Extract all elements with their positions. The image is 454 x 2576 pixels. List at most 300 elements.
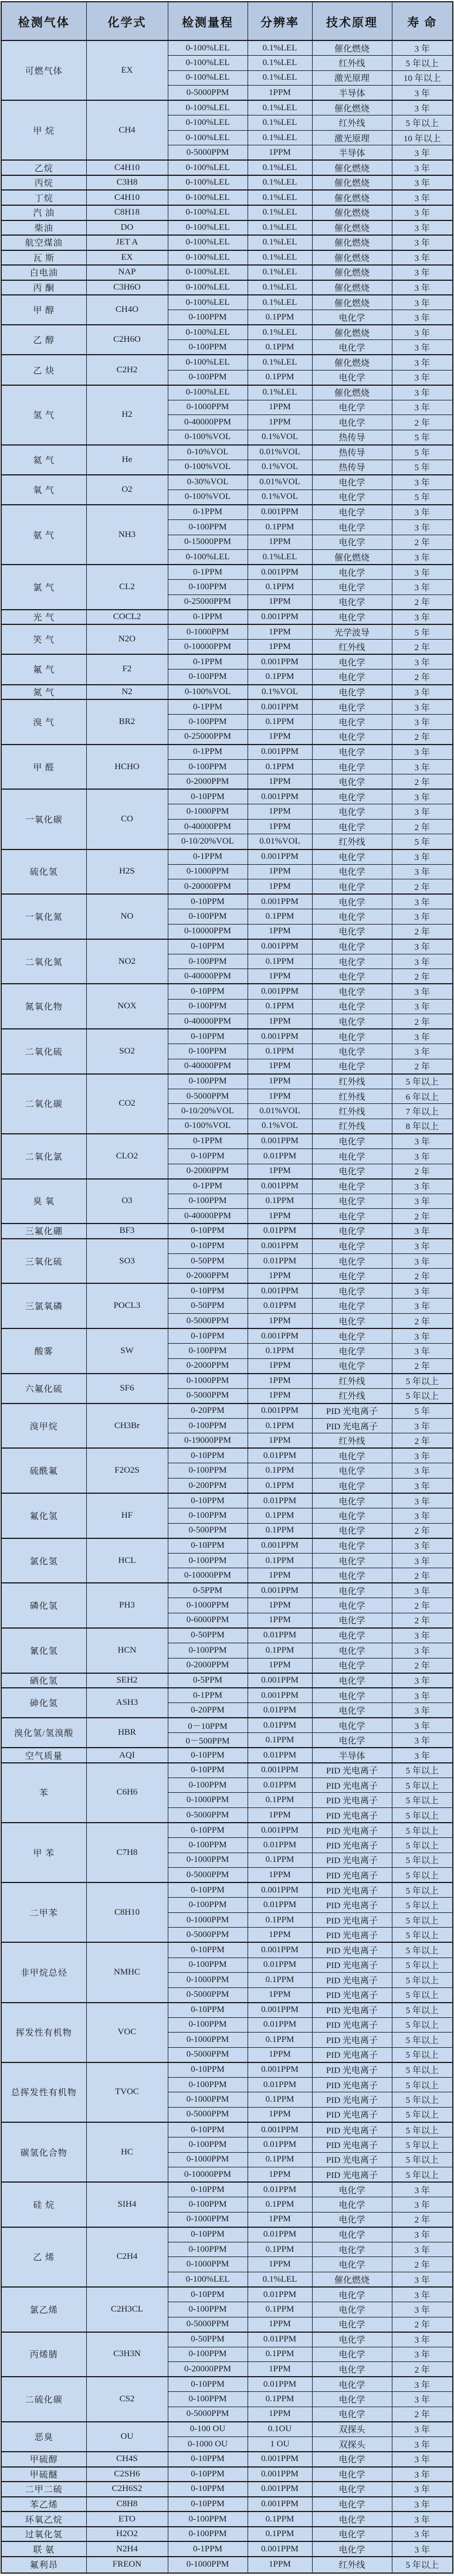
technical-principle-cell: 电化学 bbox=[312, 2392, 392, 2407]
lifespan-cell: 3 年 bbox=[392, 310, 453, 325]
detection-range-cell: 0-100%VOL bbox=[168, 460, 248, 475]
detection-range-cell: 0-1PPM bbox=[168, 2541, 248, 2557]
lifespan-cell: 3 年 bbox=[392, 235, 453, 250]
header-chemical-formula: 化学式 bbox=[86, 2, 168, 40]
detection-range-cell: 0-2000PPM bbox=[168, 1164, 248, 1179]
detection-range-cell: 0-10PPM bbox=[168, 1493, 248, 1508]
lifespan-cell: 2 年 bbox=[392, 1658, 453, 1673]
detection-range-cell: 0-10PPM bbox=[168, 2377, 248, 2392]
lifespan-cell: 3 年 bbox=[392, 370, 453, 385]
resolution-cell: 0.1PPM bbox=[248, 370, 312, 385]
resolution-cell: 1PPM bbox=[248, 2407, 312, 2422]
detection-range-cell: 0-100%LEL bbox=[168, 40, 248, 56]
lifespan-cell: 3 年 bbox=[392, 1583, 453, 1598]
table-row bbox=[1, 175, 453, 191]
detection-range-cell: 0-20PPM bbox=[168, 1703, 248, 1718]
detection-range-cell: 0-20000PPM bbox=[168, 879, 248, 895]
detection-range-cell: 0-10PPM bbox=[168, 2182, 248, 2197]
chemical-formula-cell: F2 bbox=[86, 654, 168, 684]
technical-principle-cell: 催化燃烧 bbox=[312, 235, 392, 250]
lifespan-cell: 3 年 bbox=[392, 475, 453, 490]
gas-name-cell: 氯化氢 bbox=[1, 1538, 86, 1583]
lifespan-cell: 3 年 bbox=[392, 1239, 453, 1254]
gas-name-cell: 氧 气 bbox=[1, 475, 86, 505]
technical-principle-cell: 电化学 bbox=[312, 969, 392, 984]
header-technical-principle: 技术原理 bbox=[312, 2, 392, 40]
detection-range-cell: 0-100PPM bbox=[168, 1898, 248, 1913]
table-row bbox=[1, 789, 453, 804]
detection-range-cell: 0-10PPM bbox=[168, 1942, 248, 1958]
lifespan-cell: 8 年以上 bbox=[392, 1119, 453, 1134]
technical-principle-cell: 电化学 bbox=[312, 654, 392, 670]
lifespan-cell: 3 年 bbox=[392, 1553, 453, 1568]
table-row bbox=[1, 2122, 453, 2137]
detection-range-cell: 0-20000PPM bbox=[168, 2362, 248, 2377]
lifespan-cell: 5 年以上 bbox=[392, 2033, 453, 2048]
detection-range-cell: 0-10/20%VOL bbox=[168, 1104, 248, 1119]
lifespan-cell: 3 年 bbox=[392, 1538, 453, 1554]
resolution-cell: 0.1PPM bbox=[248, 580, 312, 595]
gas-table-body bbox=[1, 40, 453, 2573]
lifespan-cell: 3 年 bbox=[392, 175, 453, 191]
chemical-formula-cell: CH4S bbox=[86, 2452, 168, 2467]
resolution-cell: 1PPM bbox=[248, 145, 312, 161]
detection-range-cell: 0-100%LEL bbox=[168, 70, 248, 86]
technical-principle-cell: 红外线 bbox=[312, 1374, 392, 1389]
lifespan-cell: 3 年 bbox=[392, 804, 453, 820]
detection-range-cell: 0-100%LEL bbox=[168, 175, 248, 191]
detection-range-cell: 0-1000PPM bbox=[168, 2092, 248, 2108]
resolution-cell: 0.01PPM bbox=[248, 2137, 312, 2153]
detection-range-cell: 0-100%LEL bbox=[168, 220, 248, 236]
detection-range-cell: 0-10PPM bbox=[168, 2287, 248, 2302]
lifespan-cell: 3 年 bbox=[392, 160, 453, 175]
gas-name-cell: 甲硫醇 bbox=[1, 2452, 86, 2467]
resolution-cell: 0.1PPM bbox=[248, 2512, 312, 2527]
technical-principle-cell: 电化学 bbox=[312, 2242, 392, 2257]
detection-range-cell: 0-10PPM bbox=[168, 1538, 248, 1554]
technical-principle-cell: 红外线 bbox=[312, 834, 392, 849]
table-row bbox=[1, 1134, 453, 1149]
lifespan-cell: 5 年以上 bbox=[392, 1958, 453, 1973]
technical-principle-cell: 催化燃烧 bbox=[312, 325, 392, 340]
gas-name-cell: 航空煤油 bbox=[1, 235, 86, 250]
technical-principle-cell: 电化学 bbox=[312, 1538, 392, 1554]
table-row bbox=[1, 2452, 453, 2467]
detection-range-cell: 0-100%LEL bbox=[168, 250, 248, 266]
resolution-cell: 0.01%VOL bbox=[248, 1104, 312, 1119]
table-row bbox=[1, 894, 453, 909]
resolution-cell: 0.1%LEL bbox=[248, 235, 312, 250]
resolution-cell: 0.1PPM bbox=[248, 2302, 312, 2317]
gas-name-cell: 氟 气 bbox=[1, 654, 86, 684]
technical-principle-cell: PID 光电离子 bbox=[312, 1808, 392, 1823]
resolution-cell: 0.001PPM bbox=[248, 2467, 312, 2482]
detection-range-cell: 0-10PPM bbox=[168, 789, 248, 804]
gas-name-cell: 丙烯腈 bbox=[1, 2332, 86, 2377]
resolution-cell: 1PPM bbox=[248, 1433, 312, 1449]
lifespan-cell: 3 年 bbox=[392, 100, 453, 115]
technical-principle-cell: 半导体 bbox=[312, 86, 392, 101]
technical-principle-cell: 激光原理 bbox=[312, 130, 392, 145]
lifespan-cell: 3 年 bbox=[392, 1688, 453, 1703]
detection-range-cell: 0-100%VOL bbox=[168, 490, 248, 505]
detection-range-cell: 0-100PPM bbox=[168, 1074, 248, 1089]
gas-name-cell: 氟利昂 bbox=[1, 2557, 86, 2573]
detection-range-cell: 0-40000PPM bbox=[168, 1209, 248, 1224]
technical-principle-cell: 电化学 bbox=[312, 490, 392, 505]
resolution-cell: 1PPM bbox=[248, 1598, 312, 1613]
technical-principle-cell: PID 光电离子 bbox=[312, 1418, 392, 1433]
lifespan-cell: 5 年以上 bbox=[392, 1987, 453, 2003]
lifespan-cell: 3 年 bbox=[392, 1328, 453, 1344]
chemical-formula-cell: C2H6S2 bbox=[86, 2482, 168, 2497]
table-row bbox=[1, 1493, 453, 1508]
chemical-formula-cell: He bbox=[86, 445, 168, 475]
resolution-cell: 0.01PPM bbox=[248, 1748, 312, 1763]
table-row bbox=[1, 1074, 453, 1089]
resolution-cell: 0.01PPM bbox=[248, 1703, 312, 1718]
lifespan-cell: 5 年以上 bbox=[392, 1942, 453, 1958]
table-row bbox=[1, 2541, 453, 2557]
detection-range-cell: 0-10PPM bbox=[168, 1239, 248, 1254]
detection-range-cell: 0-40000PPM bbox=[168, 1014, 248, 1029]
technical-principle-cell: 电化学 bbox=[312, 2482, 392, 2497]
chemical-formula-cell: DO bbox=[86, 220, 168, 236]
chemical-formula-cell: TVOC bbox=[86, 2062, 168, 2122]
technical-principle-cell: 电化学 bbox=[312, 1283, 392, 1299]
resolution-cell: 1PPM bbox=[248, 819, 312, 834]
technical-principle-cell: 电化学 bbox=[312, 1239, 392, 1254]
table-row bbox=[1, 624, 453, 640]
chemical-formula-cell: PH3 bbox=[86, 1583, 168, 1628]
technical-principle-cell: 电化学 bbox=[312, 565, 392, 580]
gas-name-cell: 可燃气体 bbox=[1, 40, 86, 100]
detection-range-cell: 0-25000PPM bbox=[168, 594, 248, 610]
technical-principle-cell: 催化燃烧 bbox=[312, 220, 392, 236]
resolution-cell: 0.001PPM bbox=[248, 2003, 312, 2018]
table-row bbox=[1, 265, 453, 280]
resolution-cell: 0.1PPM bbox=[248, 999, 312, 1014]
detection-range-cell: 0-100PPM bbox=[168, 2137, 248, 2153]
lifespan-cell: 2 年 bbox=[392, 1598, 453, 1613]
resolution-cell: 1PPM bbox=[248, 594, 312, 610]
table-row bbox=[1, 1942, 453, 1958]
table-row bbox=[1, 250, 453, 266]
table-row bbox=[1, 235, 453, 250]
detection-range-cell: 0-5PPM bbox=[168, 1673, 248, 1688]
resolution-cell: 1PPM bbox=[248, 1868, 312, 1883]
detection-range-cell: 0－500PPM bbox=[168, 1733, 248, 1748]
chemical-formula-cell: C8H18 bbox=[86, 205, 168, 220]
lifespan-cell: 3 年 bbox=[392, 205, 453, 220]
chemical-formula-cell: HBR bbox=[86, 1718, 168, 1748]
technical-principle-cell: 电化学 bbox=[312, 2347, 392, 2362]
technical-principle-cell: 电化学 bbox=[312, 2182, 392, 2197]
table-row bbox=[1, 1179, 453, 1194]
resolution-cell: 0.01PPM bbox=[248, 1718, 312, 1733]
technical-principle-cell: 双探头 bbox=[312, 2422, 392, 2437]
technical-principle-cell: 电化学 bbox=[312, 864, 392, 879]
detection-range-cell: 0-10PPM bbox=[168, 939, 248, 954]
detection-range-cell: 0-2000PPM bbox=[168, 774, 248, 790]
gas-name-cell: 丙烷 bbox=[1, 175, 86, 191]
technical-principle-cell: 半导体 bbox=[312, 145, 392, 161]
lifespan-cell: 3 年 bbox=[392, 265, 453, 280]
resolution-cell: 0.001PPM bbox=[248, 939, 312, 954]
technical-principle-cell: 电化学 bbox=[312, 2407, 392, 2422]
lifespan-cell: 5 年以上 bbox=[392, 1853, 453, 1868]
gas-name-cell: 酸雾 bbox=[1, 1328, 86, 1374]
technical-principle-cell: 电化学 bbox=[312, 1269, 392, 1284]
detection-range-cell: 0-5000PPM bbox=[168, 1313, 248, 1328]
chemical-formula-cell: C2H3CL bbox=[86, 2287, 168, 2332]
lifespan-cell: 3 年 bbox=[392, 745, 453, 760]
resolution-cell: 0.1PPM bbox=[248, 2152, 312, 2167]
lifespan-cell: 2 年 bbox=[392, 1059, 453, 1074]
detection-range-cell: 0-100PPM bbox=[168, 954, 248, 969]
lifespan-cell: 3 年 bbox=[392, 1448, 453, 1463]
resolution-cell: 0.1%LEL bbox=[248, 355, 312, 370]
technical-principle-cell: 电化学 bbox=[312, 1553, 392, 1568]
resolution-cell: 1PPM bbox=[248, 774, 312, 790]
resolution-cell: 0.01PPM bbox=[248, 2287, 312, 2302]
detection-range-cell: 0-10PPM bbox=[168, 2482, 248, 2497]
chemical-formula-cell: HC bbox=[86, 2122, 168, 2182]
chemical-formula-cell: CH4O bbox=[86, 295, 168, 325]
detection-range-cell: 0-5000PPM bbox=[168, 1808, 248, 1823]
technical-principle-cell: PID 光电离子 bbox=[312, 2017, 392, 2033]
detection-range-cell: 0-5000PPM bbox=[168, 2407, 248, 2422]
resolution-cell: 0.1PPM bbox=[248, 2392, 312, 2407]
lifespan-cell: 3 年 bbox=[392, 2182, 453, 2197]
lifespan-cell: 5 年以上 bbox=[392, 1868, 453, 1883]
detection-range-cell: 0-1PPM bbox=[168, 699, 248, 715]
chemical-formula-cell: C4H10 bbox=[86, 190, 168, 205]
technical-principle-cell: PID 光电离子 bbox=[312, 1912, 392, 1928]
technical-principle-cell: PID 光电离子 bbox=[312, 1823, 392, 1838]
technical-principle-cell: 电化学 bbox=[312, 2362, 392, 2377]
lifespan-cell: 3 年 bbox=[392, 699, 453, 715]
lifespan-cell: 3 年 bbox=[392, 280, 453, 295]
lifespan-cell: 5 年以上 bbox=[392, 1793, 453, 1808]
resolution-cell: 0.01PPM bbox=[248, 1898, 312, 1913]
chemical-formula-cell: N2O bbox=[86, 624, 168, 654]
technical-principle-cell: 电化学 bbox=[312, 1224, 392, 1239]
gas-name-cell: 甲 苯 bbox=[1, 1823, 86, 1882]
technical-principle-cell: PID 光电离子 bbox=[312, 1793, 392, 1808]
resolution-cell: 0.1PPM bbox=[248, 1733, 312, 1748]
gas-name-cell: 一氧化氮 bbox=[1, 894, 86, 939]
lifespan-cell: 3 年 bbox=[392, 2527, 453, 2542]
resolution-cell: 0.001PPM bbox=[248, 505, 312, 520]
detection-range-cell: 0-100PPM bbox=[168, 670, 248, 685]
technical-principle-cell: 电化学 bbox=[312, 1703, 392, 1718]
lifespan-cell: 3 年 bbox=[392, 685, 453, 700]
technical-principle-cell: 电化学 bbox=[312, 729, 392, 745]
lifespan-cell: 5 年 bbox=[392, 430, 453, 445]
chemical-formula-cell: ETO bbox=[86, 2512, 168, 2527]
technical-principle-cell: PID 光电离子 bbox=[312, 1958, 392, 1973]
resolution-cell: 0.1%LEL bbox=[248, 175, 312, 191]
technical-principle-cell: 电化学 bbox=[312, 849, 392, 865]
detection-range-cell: 0-100PPM bbox=[168, 1044, 248, 1059]
chemical-formula-cell: EX bbox=[86, 40, 168, 100]
technical-principle-cell: 电化学 bbox=[312, 1448, 392, 1463]
resolution-cell: 0.001PPM bbox=[248, 2122, 312, 2137]
detection-range-cell: 0-10PPM bbox=[168, 2003, 248, 2018]
table-row bbox=[1, 984, 453, 999]
technical-principle-cell: 电化学 bbox=[312, 1613, 392, 1628]
technical-principle-cell: 电化学 bbox=[312, 340, 392, 355]
table-row bbox=[1, 190, 453, 205]
detection-range-cell: 0-2000PPM bbox=[168, 1658, 248, 1673]
lifespan-cell: 5 年以上 bbox=[392, 2077, 453, 2092]
detection-range-cell: 0-5000PPM bbox=[168, 145, 248, 161]
lifespan-cell: 3 年 bbox=[392, 1508, 453, 1524]
resolution-cell: 0.001PPM bbox=[248, 1823, 312, 1838]
detection-range-cell: 0-100%LEL bbox=[168, 325, 248, 340]
resolution-cell: 1PPM bbox=[248, 2107, 312, 2122]
technical-principle-cell: 电化学 bbox=[312, 1194, 392, 1209]
lifespan-cell: 3 年 bbox=[392, 2227, 453, 2242]
technical-principle-cell: 电化学 bbox=[312, 670, 392, 685]
technical-principle-cell: 电化学 bbox=[312, 2377, 392, 2392]
resolution-cell: 1PPM bbox=[248, 1014, 312, 1029]
technical-principle-cell: 激光原理 bbox=[312, 70, 392, 86]
chemical-formula-cell: CO bbox=[86, 789, 168, 849]
technical-principle-cell: 电化学 bbox=[312, 1044, 392, 1059]
chemical-formula-cell: N2H4 bbox=[86, 2541, 168, 2557]
technical-principle-cell: 催化燃烧 bbox=[312, 295, 392, 310]
detection-range-cell: 0-1000 OU bbox=[168, 2437, 248, 2452]
resolution-cell: 0.01PPM bbox=[248, 2377, 312, 2392]
technical-principle-cell: 催化燃烧 bbox=[312, 2272, 392, 2287]
technical-principle-cell: PID 光电离子 bbox=[312, 2137, 392, 2153]
detection-range-cell: 0-100PPM bbox=[168, 2197, 248, 2213]
technical-principle-cell: 电化学 bbox=[312, 804, 392, 820]
resolution-cell: 0.001PPM bbox=[248, 1239, 312, 1254]
detection-range-cell: 0-100PPM bbox=[168, 1463, 248, 1479]
gas-name-cell: 溴化氢/氢溴酸 bbox=[1, 1718, 86, 1748]
table-row bbox=[1, 475, 453, 490]
technical-principle-cell: 电化学 bbox=[312, 505, 392, 520]
table-row bbox=[1, 699, 453, 715]
lifespan-cell: 3 年 bbox=[392, 894, 453, 909]
table-row bbox=[1, 2527, 453, 2542]
gas-name-cell: 苯乙烯 bbox=[1, 2497, 86, 2512]
lifespan-cell: 3 年 bbox=[392, 1283, 453, 1299]
table-row bbox=[1, 1239, 453, 1254]
technical-principle-cell: 电化学 bbox=[312, 1479, 392, 1494]
technical-principle-cell: 电化学 bbox=[312, 1523, 392, 1538]
detection-range-cell: 0-10000PPM bbox=[168, 640, 248, 655]
resolution-cell: 0.1%LEL bbox=[248, 220, 312, 236]
detection-range-cell: 0-10PPM bbox=[168, 984, 248, 999]
lifespan-cell: 3 年 bbox=[392, 2377, 453, 2392]
gas-name-cell: 环氧乙烷 bbox=[1, 2512, 86, 2527]
gas-name-cell: 氯乙烯 bbox=[1, 2287, 86, 2332]
resolution-cell: 1PPM bbox=[248, 415, 312, 430]
gas-name-cell: 氨 气 bbox=[1, 505, 86, 565]
technical-principle-cell: 电化学 bbox=[312, 2452, 392, 2467]
resolution-cell: 0.001PPM bbox=[248, 745, 312, 760]
lifespan-cell: 3 年 bbox=[392, 325, 453, 340]
table-row bbox=[1, 1718, 453, 1733]
detection-range-cell: 0-1PPM bbox=[168, 505, 248, 520]
detection-range-cell: 0-10PPM bbox=[168, 2227, 248, 2242]
technical-principle-cell: 电化学 bbox=[312, 1718, 392, 1733]
resolution-cell: 0.01PPM bbox=[248, 1778, 312, 1793]
gas-name-cell: 白电油 bbox=[1, 265, 86, 280]
resolution-cell: 1PPM bbox=[248, 1808, 312, 1823]
lifespan-cell: 5 年以上 bbox=[392, 56, 453, 71]
lifespan-cell: 3 年 bbox=[392, 550, 453, 565]
technical-principle-cell: 电化学 bbox=[312, 1313, 392, 1328]
technical-principle-cell: 电化学 bbox=[312, 2527, 392, 2542]
technical-principle-cell: 电化学 bbox=[312, 520, 392, 535]
resolution-cell: 0.001PPM bbox=[248, 565, 312, 580]
gas-name-cell: 氦 气 bbox=[1, 445, 86, 475]
gas-name-cell: 氰化氢 bbox=[1, 1628, 86, 1673]
detection-range-cell: 0-100PPM bbox=[168, 340, 248, 355]
detection-range-cell: 0-100PPM bbox=[168, 1344, 248, 1359]
detection-range-cell: 0-10PPM bbox=[168, 1763, 248, 1778]
technical-principle-cell: 催化燃烧 bbox=[312, 160, 392, 175]
detection-range-cell: 0-100PPM bbox=[168, 1838, 248, 1853]
resolution-cell: 1PPM bbox=[248, 2557, 312, 2573]
technical-principle-cell: PID 光电离子 bbox=[312, 2033, 392, 2048]
header-lifespan: 寿 命 bbox=[392, 2, 453, 40]
gas-name-cell: 苯 bbox=[1, 1763, 86, 1823]
lifespan-cell: 2 年 bbox=[392, 924, 453, 939]
detection-range-cell: 0-100%LEL bbox=[168, 130, 248, 145]
resolution-cell: 0.1%LEL bbox=[248, 325, 312, 340]
gas-name-cell: 一氧化碳 bbox=[1, 789, 86, 849]
detection-range-cell: 0-100PPM bbox=[168, 2302, 248, 2317]
lifespan-cell: 3 年 bbox=[392, 295, 453, 310]
detection-range-cell: 0-100PPM bbox=[168, 1643, 248, 1659]
detection-range-cell: 0-100PPM bbox=[168, 2512, 248, 2527]
detection-range-cell: 0-10PPM bbox=[168, 1823, 248, 1838]
technical-principle-cell: 催化燃烧 bbox=[312, 355, 392, 370]
chemical-formula-cell: NMHC bbox=[86, 1942, 168, 2002]
lifespan-cell: 2 年 bbox=[392, 670, 453, 685]
detection-range-cell: 0-20PPM bbox=[168, 1403, 248, 1419]
resolution-cell: 0.1%LEL bbox=[248, 550, 312, 565]
chemical-formula-cell: NO2 bbox=[86, 939, 168, 984]
resolution-cell: 0.1PPM bbox=[248, 1553, 312, 1568]
gas-name-cell: 二氧化氯 bbox=[1, 1134, 86, 1179]
technical-principle-cell: 催化燃烧 bbox=[312, 100, 392, 115]
detection-range-cell: 0-10PPM bbox=[168, 1148, 248, 1164]
detection-range-cell: 0-10/20%VOL bbox=[168, 834, 248, 849]
lifespan-cell: 2 年 bbox=[392, 2407, 453, 2422]
resolution-cell: 1PPM bbox=[248, 400, 312, 415]
technical-principle-cell: 电化学 bbox=[312, 2287, 392, 2302]
technical-principle-cell: PID 光电离子 bbox=[312, 2047, 392, 2062]
detection-range-cell: 0-5000PPM bbox=[168, 1987, 248, 2003]
detection-range-cell: 0-100PPM bbox=[168, 2077, 248, 2092]
gas-name-cell: 氮氧化物 bbox=[1, 984, 86, 1029]
chemical-formula-cell: FREON bbox=[86, 2557, 168, 2573]
lifespan-cell: 3 年 bbox=[392, 1733, 453, 1748]
chemical-formula-cell: C4H10 bbox=[86, 160, 168, 175]
resolution-cell: 0.1%LEL bbox=[248, 100, 312, 115]
technical-principle-cell: PID 光电离子 bbox=[312, 2077, 392, 2092]
table-row bbox=[1, 2332, 453, 2347]
table-row bbox=[1, 2422, 453, 2437]
